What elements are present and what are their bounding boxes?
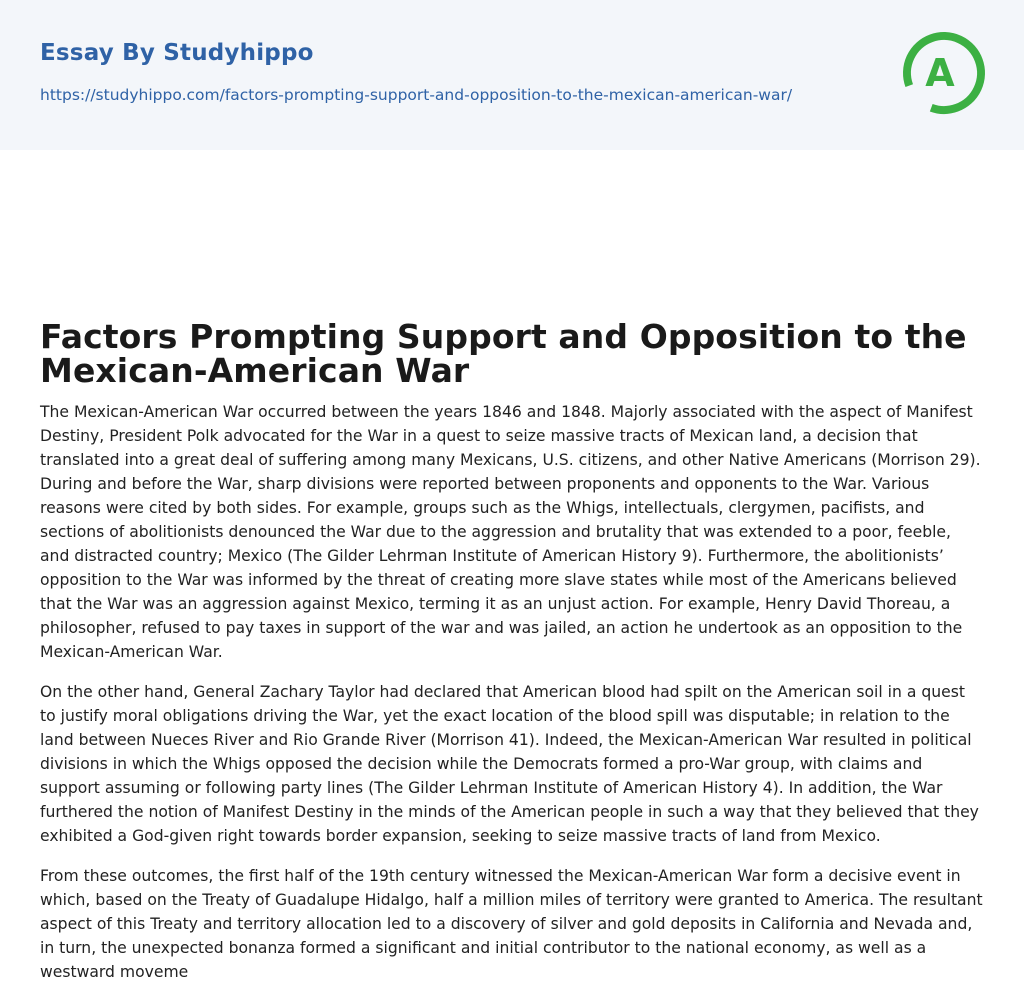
- site-header: [0, 0, 1024, 150]
- paragraph-1: The Mexican-American War occurred between the years 1846 and 1848. Majorly associated with the aspect of Manifest Destiny, President Polk advocated for the War in a quest to seize massive tracts of Mexican land, a decision that translated into a great deal of suffering among many Mexicans, U.S. citizens, and other Native Americans (Morrison 29). During and before the War, sharp divisions were reported between proponents and opponents to the War. Various reasons were cited by both sides. For example, groups such as the Whigs, intellectuals, clergymen, pacifists, and sections of abolitionists denounced the War due to the aggression and brutality that was extended to a poor, feeble, and distracted country; Mexico (The Gilder Lehrman Institute of American History 9). Furthermore, the abolitionists’ opposition to the War was informed by the threat of creating more slave states while most of the Americans believed that the War was an aggression against Mexico, terming it as an unjust action. For example, Henry David Thoreau, a philosopher, refused to pay taxes in support of the war and was jailed, an action he undertook as an opposition to the Mexican-American War.: [40, 403, 981, 661]
- page-title: Factors Prompting Support and Opposition to the Mexican-American War: [40, 317, 967, 390]
- article-body: [40, 400, 984, 1000]
- article-url-link[interactable]: https://studyhippo.com/factors-prompting-support-and-opposition-to-the-mexican-american-war/: [40, 86, 793, 104]
- site-brand[interactable]: Essay By Studyhippo: [40, 40, 314, 66]
- paragraph-3: From these outcomes, the first half of the 19th century witnessed the Mexican-American War form a decisive event in which, based on the Treaty of Guadalupe Hidalgo, half a million miles of territory were granted to America. The resultant aspect of this Treaty and territory allocation led to a discovery of silver and gold deposits in California and Nevada and, in turn, the unexpected bonanza formed a significant and initial contributor to the national economy, as well as a westward moveme: [40, 867, 983, 981]
- paragraph-2: On the other hand, General Zachary Taylor had declared that American blood had spilt on the American soil in a quest to justify moral obligations driving the War, yet the exact location of the blood spill was disputable; in relation to the land between Nueces River and Rio Grande River (Morrison 41). Indeed, the Mexican-American War resulted in political divisions in which the Whigs opposed the decision while the Democrats formed a pro-War group, with claims and support assuming or following party lines (The Gilder Lehrman Institute of American History 4). In addition, the War furthered the notion of Manifest Destiny in the minds of the American people in such a way that they believed that they exhibited a God-given right towards border expansion, seeking to seize massive tracts of land from Mexico.: [40, 683, 979, 845]
- logo-letter: A: [925, 51, 955, 95]
- studyhippo-logo-icon[interactable]: [898, 29, 986, 117]
